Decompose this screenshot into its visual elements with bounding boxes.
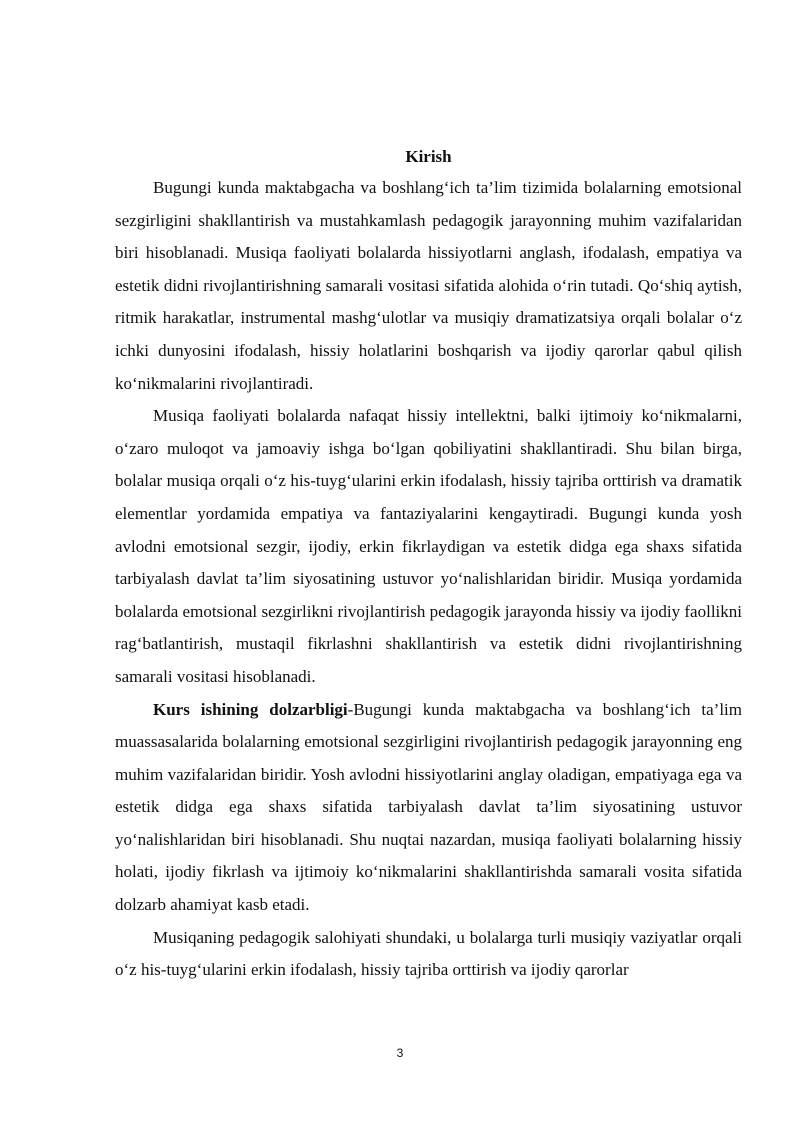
document-body (115, 146, 742, 987)
paragraph-relevance (115, 694, 742, 922)
relevance-label: Kurs ishining dolzarbligi (153, 699, 348, 719)
paragraph-intro: Bugungi kunda maktabgacha va boshlang‘ich ta’lim tizimida bolalarning emotsional sezgirligini shakllantirish va mustahkamlash pedagogik jarayonning muhim vazifalaridan biri hisoblanadi. Musiqa faoliyati bolalarda hissiyotlarni anglash, ifodalash, empatiya va estetik didni rivojlantirishning samarali vositasi sifatida alohida o‘rin tutadi. Qo‘shiq aytish, ritmik harakatlar, instrumental mashg‘ulotlar va musiqiy dramatizatsiya orqali bolalar o‘z ichki dunyosini ifodalash, hissiy holatlarini boshqarish va ijodiy qarorlar qabul qilish ko‘nikmalarini rivojlantiradi. (115, 178, 742, 393)
section-title: Kirish (405, 147, 452, 166)
paragraph-music-activity: Musiqa faoliyati bolalarda nafaqat hissiy intellektni, balki ijtimoiy ko‘nikmalarni, o‘zaro muloqot va jamoaviy ishga bo‘lgan qobiliyatini shakllantiradi. Shu bilan birga, bolalar musiqa orqali o‘z his-tuyg‘ularini erkin ifodalash, hissiy tajriba orttirish va dramatik elementlar yordamida empatiya va fantaziyalarini kengaytiradi. Bugungi kunda yosh avlodni emotsional sezgir, ijodiy, erkin fikrlaydigan va estetik didga ega shaxs sifatida tarbiyalash davlat ta’lim siyosatining ustuvor yo‘nalishlaridan biridir. Musiqa yordamida bolalarda emotsional sezgirlikni rivojlantirish pedagogik jarayonda hissiy va ijodiy faollikni rag‘batlantirish, mustaqil fikrlashni shakllantirish va estetik didni rivojlantirishning samarali vositasi hisoblanadi. (115, 406, 742, 686)
paragraph-pedagogical-potential: Musiqaning pedagogik salohiyati shundaki, u bolalarga turli musiqiy vaziyatlar orqali o‘z his-tuyg‘ularini erkin ifodalash, hissiy tajriba orttirish va ijodiy qarorlar (115, 927, 742, 980)
page-number: 3 (396, 1046, 404, 1060)
relevance-text: -Bugungi kunda maktabgacha va boshlang‘ich ta’lim muassasalarida bolalarning emotsional sezgirligini rivojlantirish pedagogik jarayonning eng muhim vazifalaridan biridir. Yosh avlodni hissiyotlarini anglay oladigan, empatiyaga ega va estetik didga ega shaxs sifatida tarbiyalash davlat ta’lim siyosatining ustuvor yo‘nalishlaridan biri hisoblanadi. Shu nuqtai nazardan, musiqa faoliyati bolalarning hissiy holati, ijodiy fikrlash va ijtimoiy ko‘nikmalarini shakllantirishda samarali vosita sifatida dolzarb ahamiyat kasb etadi. (115, 699, 742, 915)
